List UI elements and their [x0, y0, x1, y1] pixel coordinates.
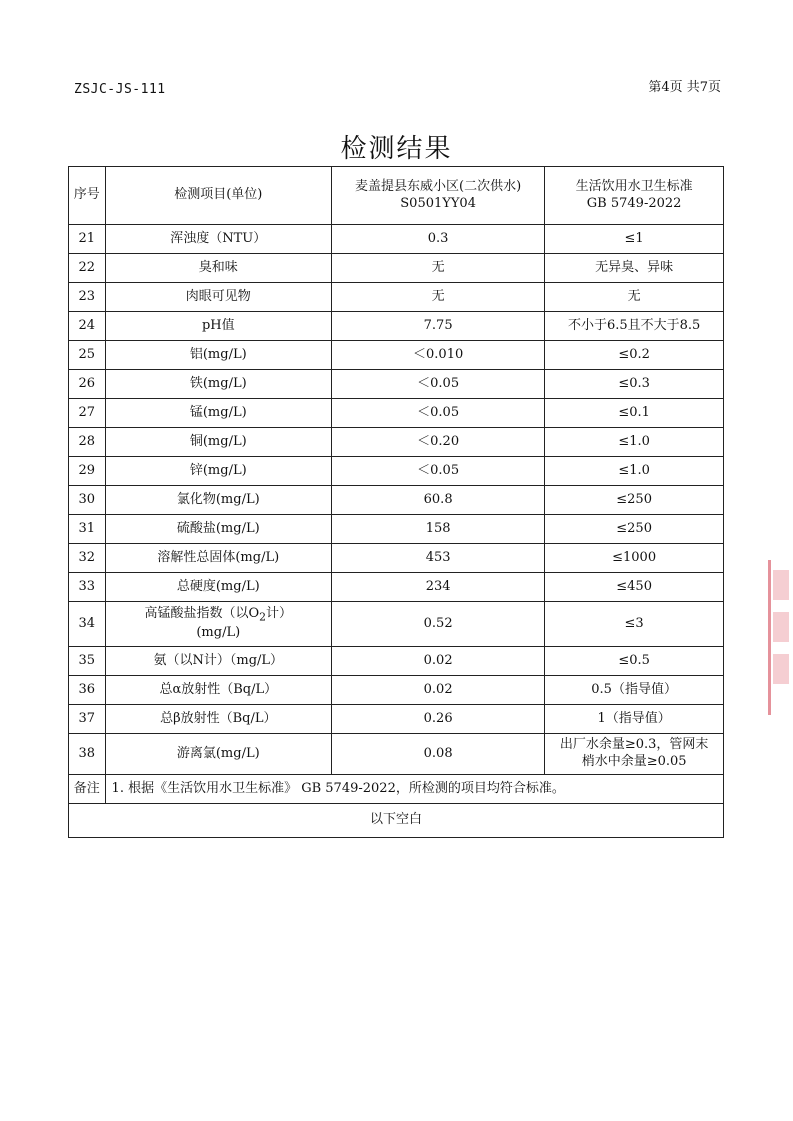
row-standard: ≤0.1 [545, 399, 724, 428]
table-row [69, 515, 724, 544]
row-seq: 32 [69, 544, 106, 573]
table-row [69, 647, 724, 676]
row-seq: 31 [69, 515, 106, 544]
table-row [69, 399, 724, 428]
header-standard-name: 生活饮用水卫生标准 [575, 178, 693, 194]
table-header-row [69, 167, 724, 225]
header-item: 检测项目(单位) [105, 167, 331, 225]
row-item: 总硬度(mg/L) [105, 573, 331, 602]
header-sample [332, 167, 545, 225]
row-standard: 无异臭、异味 [545, 254, 724, 283]
table-row [69, 457, 724, 486]
row-item: 铝(mg/L) [105, 341, 331, 370]
table-row [69, 705, 724, 734]
row-item-line2: (mg/L) [196, 624, 241, 640]
row-standard: 0.5（指导值） [545, 676, 724, 705]
row-seq: 24 [69, 312, 106, 341]
row-seq: 25 [69, 341, 106, 370]
row-standard: ≤0.5 [545, 647, 724, 676]
row-item: 总β放射性（Bq/L） [105, 705, 331, 734]
row-standard: ≤1.0 [545, 457, 724, 486]
item-text: 计） [266, 606, 293, 622]
item-subscript: 2 [259, 610, 267, 624]
row-seq: 26 [69, 370, 106, 399]
header-seq: 序号 [69, 167, 106, 225]
header-sample-code: S0501YY04 [400, 195, 476, 211]
row-seq: 28 [69, 428, 106, 457]
row-standard: 无 [545, 283, 724, 312]
page-title: 检测结果 [340, 134, 453, 164]
row-item: 锰(mg/L) [105, 399, 331, 428]
row-value: 0.02 [332, 676, 545, 705]
table-row [69, 370, 724, 399]
standard-line1: 出厂水余量≥0.3，管网末 [559, 737, 709, 753]
table-row [69, 486, 724, 515]
row-item: 游离氯(mg/L) [105, 734, 331, 775]
row-standard: ≤0.2 [545, 341, 724, 370]
row-value: ＜0.05 [332, 370, 545, 399]
row-item: 硫酸盐(mg/L) [105, 515, 331, 544]
header-sample-name: 麦盖提县东威小区(二次供水) [355, 178, 522, 194]
results-table [68, 166, 724, 838]
row-standard: ≤0.3 [545, 370, 724, 399]
header-standard [545, 167, 724, 225]
row-item: 溶解性总固体(mg/L) [105, 544, 331, 573]
row-value: ＜0.05 [332, 457, 545, 486]
row-seq: 36 [69, 676, 106, 705]
row-value: 60.8 [332, 486, 545, 515]
row-seq: 34 [69, 602, 106, 647]
row-standard: ≤1.0 [545, 428, 724, 457]
table-row [69, 254, 724, 283]
row-seq: 23 [69, 283, 106, 312]
row-value: 0.08 [332, 734, 545, 775]
header-standard-code: GB 5749-2022 [586, 195, 682, 211]
standard-line2: 梢水中余量≥0.05 [581, 754, 687, 769]
blank-row [69, 804, 724, 838]
table-row [69, 341, 724, 370]
row-standard: ≤450 [545, 573, 724, 602]
row-seq: 29 [69, 457, 106, 486]
note-label: 备注 [69, 775, 106, 804]
row-item: 氯化物(mg/L) [105, 486, 331, 515]
row-seq: 38 [69, 734, 106, 775]
row-standard: ≤1000 [545, 544, 724, 573]
note-text: 1. 根据《生活饮用水卫生标准》 GB 5749-2022，所检测的项目均符合标准。 [105, 775, 723, 804]
table-row [69, 573, 724, 602]
row-item: 总α放射性（Bq/L） [105, 676, 331, 705]
row-value: 0.02 [332, 647, 545, 676]
note-row [69, 775, 724, 804]
row-item: 铁(mg/L) [105, 370, 331, 399]
row-seq: 33 [69, 573, 106, 602]
row-seq: 22 [69, 254, 106, 283]
row-standard: 不小于6.5且不大于8.5 [545, 312, 724, 341]
row-value: 0.26 [332, 705, 545, 734]
table-row [69, 428, 724, 457]
row-value: ＜0.05 [332, 399, 545, 428]
row-value: 7.75 [332, 312, 545, 341]
row-standard: ≤1 [545, 225, 724, 254]
row-seq: 27 [69, 399, 106, 428]
row-seq: 37 [69, 705, 106, 734]
table-row [69, 734, 724, 775]
row-item-line1 [110, 606, 327, 625]
row-value: 158 [332, 515, 545, 544]
row-item [105, 602, 331, 647]
table-row [69, 283, 724, 312]
row-standard: ≤3 [545, 602, 724, 647]
row-value: 无 [332, 254, 545, 283]
row-value: 234 [332, 573, 545, 602]
row-item: 肉眼可见物 [105, 283, 331, 312]
row-standard [545, 734, 724, 775]
row-item: 臭和味 [105, 254, 331, 283]
blank-text: 以下空白 [69, 804, 724, 838]
row-seq: 35 [69, 647, 106, 676]
table-row [69, 312, 724, 341]
page-number: 第4页 共7页 [648, 80, 721, 95]
row-standard: ≤250 [545, 515, 724, 544]
row-value: 无 [332, 283, 545, 312]
row-seq: 30 [69, 486, 106, 515]
row-value: 453 [332, 544, 545, 573]
table-row [69, 676, 724, 705]
row-standard: 1（指导值） [545, 705, 724, 734]
row-item: pH值 [105, 312, 331, 341]
row-item: 铜(mg/L) [105, 428, 331, 457]
row-value: 0.3 [332, 225, 545, 254]
row-standard: ≤250 [545, 486, 724, 515]
row-value: ＜0.20 [332, 428, 545, 457]
row-seq: 21 [69, 225, 106, 254]
document-code: ZSJC-JS-111 [74, 82, 166, 97]
table-row [69, 544, 724, 573]
row-item: 锌(mg/L) [105, 457, 331, 486]
row-item: 浑浊度（NTU） [105, 225, 331, 254]
table-row [69, 225, 724, 254]
row-value: ＜0.010 [332, 341, 545, 370]
table-row [69, 602, 724, 647]
row-item: 氨（以N计）（mg/L） [105, 647, 331, 676]
row-value: 0.52 [332, 602, 545, 647]
seal-stamp-fragment [768, 560, 789, 715]
item-text: 高锰酸盐指数（以O [144, 606, 260, 622]
